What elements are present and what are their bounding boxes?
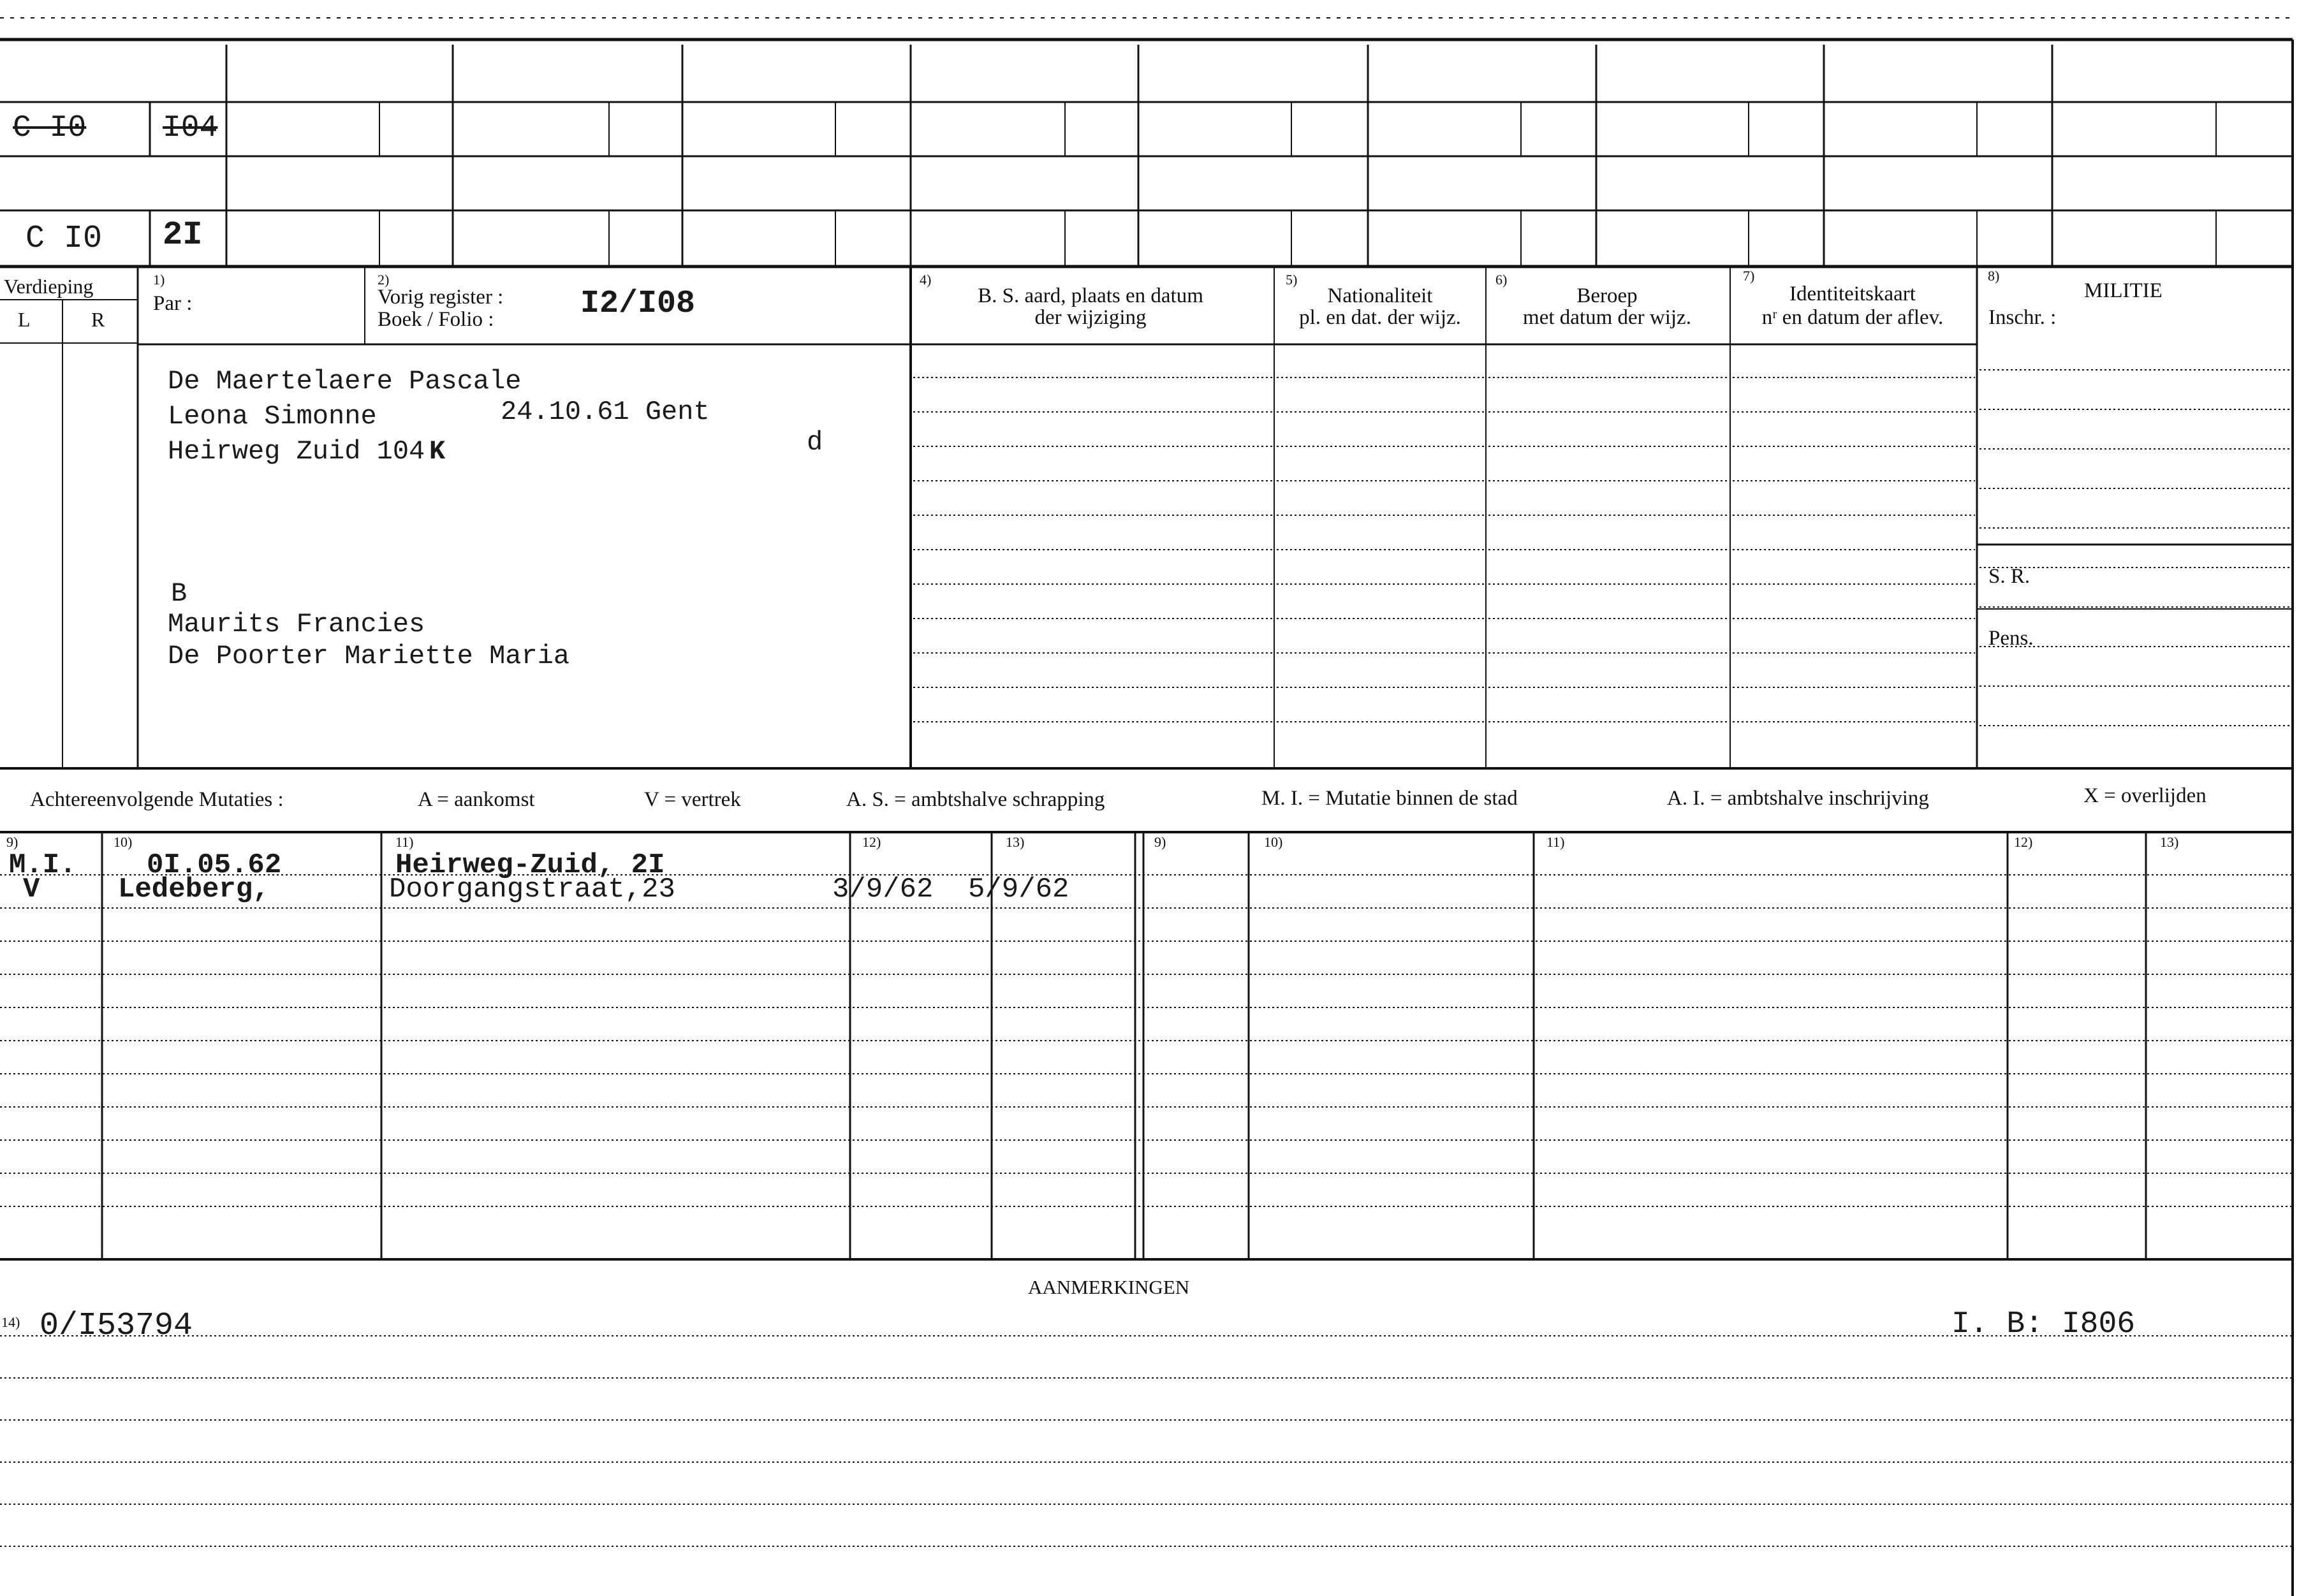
mut-right-9: 9) bbox=[1154, 834, 1166, 850]
floor-right: R bbox=[91, 308, 105, 331]
current-number: 2I bbox=[163, 216, 203, 254]
legend-x: X = overlijden bbox=[2083, 784, 2207, 807]
col2-label1: Vorig register : bbox=[378, 286, 504, 309]
old-code: C I0 bbox=[13, 111, 87, 145]
person-mother: De Poorter Mariette Maria bbox=[168, 641, 570, 671]
col6-number: 6) bbox=[1495, 272, 1508, 288]
mut-left-10: 10) bbox=[114, 834, 133, 850]
col1-label: Par : bbox=[153, 292, 193, 315]
col6-label2: met datum der wijz. bbox=[1523, 306, 1691, 329]
militia-sr: S. R. bbox=[1988, 565, 2031, 588]
col5-label1: Nationaliteit bbox=[1327, 284, 1433, 307]
person-birth: 24.10.61 Gent bbox=[501, 397, 710, 427]
col7-label2: nʳ en datum der aflev. bbox=[1761, 306, 1944, 329]
person-mark-d: d bbox=[807, 427, 823, 458]
col5-label2: pl. en dat. der wijz. bbox=[1299, 306, 1461, 329]
col4-label1: B. S. aard, plaats en datum bbox=[978, 284, 1203, 307]
person-address-mark: K bbox=[429, 436, 446, 467]
person-given-names: Leona Simonne bbox=[168, 401, 377, 432]
mut-left-11: 11) bbox=[395, 834, 414, 850]
mutation-2-date12: 3/9/62 bbox=[832, 874, 934, 905]
mut-left-9: 9) bbox=[6, 834, 18, 850]
mut-right-12: 12) bbox=[2014, 834, 2033, 850]
col1-number: 1) bbox=[153, 272, 165, 288]
col7-label1: Identiteitskaart bbox=[1789, 282, 1916, 305]
remarks-number: 14) bbox=[1, 1314, 20, 1330]
mut-left-13: 13) bbox=[1006, 834, 1025, 850]
mutation-2-address: Doorgangstraat,23 bbox=[389, 874, 675, 905]
remarks-title: AANMERKINGEN bbox=[1028, 1276, 1190, 1298]
mutation-1-type: M.I. bbox=[9, 849, 77, 881]
mutation-2-place: Ledeberg, bbox=[118, 874, 270, 905]
previous-register-value: I2/I08 bbox=[580, 286, 696, 322]
militia-pens: Pens. bbox=[1988, 627, 2034, 650]
militia-inschr: Inschr. : bbox=[1988, 306, 2057, 329]
col4-number: 4) bbox=[920, 272, 932, 288]
mut-right-10: 10) bbox=[1264, 834, 1283, 850]
col4-label2: der wijziging bbox=[1034, 306, 1147, 329]
person-mark-b: B bbox=[171, 578, 187, 609]
mut-left-12: 12) bbox=[862, 834, 881, 850]
mutation-2-type: V bbox=[23, 874, 40, 905]
person-name: De Maertelaere Pascale bbox=[168, 366, 522, 397]
col2-number: 2) bbox=[378, 272, 390, 288]
col5-number: 5) bbox=[1286, 272, 1298, 288]
col8-number: 8) bbox=[1988, 268, 2000, 284]
mut-right-13: 13) bbox=[2160, 834, 2179, 850]
person-father: Maurits Francies bbox=[168, 609, 425, 640]
legend-v: V = vertrek bbox=[644, 788, 741, 811]
floor-header: Verdieping bbox=[4, 275, 94, 298]
person-address: Heirweg Zuid 104 bbox=[168, 436, 425, 467]
legend-mi: M. I. = Mutatie binnen de stad bbox=[1261, 787, 1518, 810]
floor-left: L bbox=[18, 308, 31, 331]
mutation-1-date: 0I.05.62 bbox=[147, 849, 282, 881]
registration-ib: I. B: I806 bbox=[1951, 1307, 2136, 1342]
militia-title: MILITIE bbox=[2084, 279, 2163, 302]
legend-a: A = aankomst bbox=[418, 788, 535, 811]
mut-right-11: 11) bbox=[1546, 834, 1565, 850]
legend-ai: A. I. = ambtshalve inschrijving bbox=[1667, 787, 1929, 810]
mutation-1-address: Heirweg-Zuid, 2I bbox=[395, 849, 665, 881]
mutation-2-date13: 5/9/62 bbox=[968, 874, 1069, 905]
col6-label1: Beroep bbox=[1576, 284, 1638, 307]
legend-title: Achtereenvolgende Mutaties : bbox=[30, 788, 284, 811]
current-code: C I0 bbox=[26, 221, 103, 257]
legend-as: A. S. = ambtshalve schrapping bbox=[846, 788, 1105, 811]
col2-label2: Boek / Folio : bbox=[378, 308, 494, 331]
old-number: I04 bbox=[163, 111, 218, 145]
remarks-value: 0/I53794 bbox=[40, 1308, 193, 1344]
col7-number: 7) bbox=[1743, 268, 1755, 284]
